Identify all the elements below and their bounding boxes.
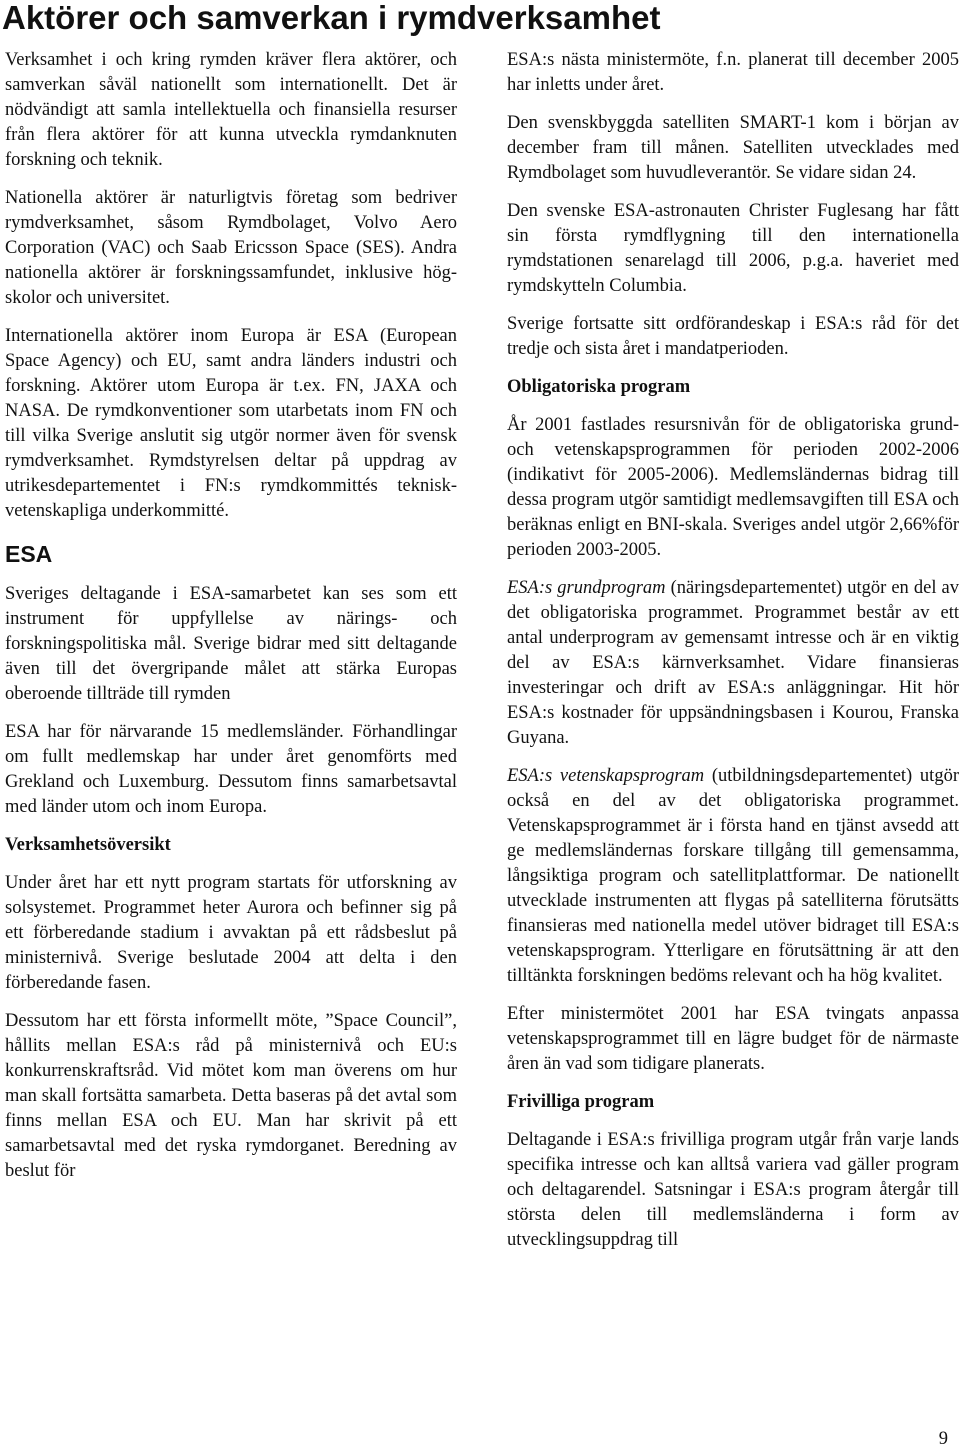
international-actors-paragraph: Internationella aktörer inom Europa är ESA (European Space Agency) och EU, samt andra länders industri och forskning. Aktörer utom Europa är t.ex. FN, JAXA och NASA. De rymdkonventioner som utarbetats inom FN och till vilka Sverige anslutit sig utgör normer även för svensk rymdverksamhet. Rymdstyrelsen deltar på uppdrag av utrikesdepartementet i FN:s rymdkommittés teknisk-vetenskapliga underkommitté. bbox=[5, 326, 457, 521]
esa-members-paragraph: ESA har för närvarande 15 medlemsländer. Förhandlingar om fullt medlemskap har under året genomförts med Grekland och Luxemburg. Dessutom finns samarbetsavtal med länder utom och inom Europa. bbox=[5, 722, 457, 817]
resource-level-paragraph: År 2001 fastlades resursnivån för de obligatoriska grund- och vetenskapsprogrammen för perioden 2002-2006 (indikativt för 2005-2006). Medlemsländernas bidrag till dessa program utgör samtidigt medlemsavgiften till ESA och beräknas enligt en BNI-skala. Sveriges andel utgör 2,66%för perioden 2003-2005. bbox=[507, 415, 959, 560]
basic-program-term: ESA:s grundprogram bbox=[507, 578, 666, 598]
science-program-term: ESA:s vetenskapsprogram bbox=[507, 766, 705, 786]
right-column bbox=[507, 48, 959, 1266]
page-number: 9 bbox=[938, 1429, 948, 1449]
voluntary-programs-paragraph: Deltagande i ESA:s frivilliga program utgår från varje lands specifika intresse och kan alltså variera vad gäller program och deltagarendel. Satsningar i ESA:s program återgår till största delen till medlemsländerna i form av utvecklingsuppdrag till bbox=[507, 1130, 959, 1250]
aurora-paragraph: Under året har ett nytt program startats för utforskning av solsystemet. Programmet heter Aurora och befinner sig på ett förberedande stadium i avvaktan på ett rådsbeslut på ministernivå. Sverige beslutade 2004 att delta i den förberedande fasen. bbox=[5, 873, 457, 993]
overview-heading: Verksamhetsöversikt bbox=[5, 835, 171, 855]
astronaut-paragraph: Den svenske ESA-astronauten Christer Fuglesang har fått sin första rymdflygning till den internationella rymdstationen senarelagd till 2006, p.g.a. haveriet med rymdskytteln Columbia. bbox=[507, 201, 959, 296]
left-column bbox=[5, 48, 457, 1197]
ministerial-meeting-paragraph: ESA:s nästa ministermöte, f.n. planerat till december 2005 har inletts under året. bbox=[507, 50, 959, 95]
smart1-paragraph: Den svenskbyggda satelliten SMART-1 kom i början av december fram till månen. Satelliten utvecklades med Rymdbolaget som huvudleverantör. Se vidare sidan 24. bbox=[507, 113, 959, 183]
esa-participation-paragraph: Sveriges deltagande i ESA-samarbetet kan ses som ett instrument för uppfyllelse av närings- och forskningspolitiska mål. Sverige bidrar med sitt deltagande även till det övergripande målet att stärka Europas oberoende tillträde till rymden bbox=[5, 584, 457, 704]
basic-program-paragraph bbox=[507, 576, 959, 751]
voluntary-programs-heading: Frivilliga program bbox=[507, 1092, 655, 1112]
page-title: Aktörer och samverkan i rymdverksamhet bbox=[2, 0, 661, 36]
intro-paragraph: Verksamhet i och kring rymden kräver flera aktörer, och samverkan såväl nationellt som internationellt. Det är nödvändigt att samla intellektuella och finansiella resurser från flera aktörer för att kunna utveckla rymdanknuten forskning och teknik. bbox=[5, 50, 457, 170]
national-actors-paragraph: Nationella aktörer är naturligtvis företag som bedriver rymdverksamhet, såsom Rymdbolaget, Volvo Aero Corporation (VAC) och Saab Ericsson Space (SES). Andra nationella aktörer är forskningssamfundet, inklusive hög-skolor och universitet. bbox=[5, 188, 457, 308]
basic-program-text: (näringsdepartementet) utgör en del av det obligatoriska programmet. Programmet består av ett antal underprogram av gemensamt intresse och är en viktig del av ESA:s kärnverksamhet. Vidare finansieras investeringar och drift av ESA:s anläggningar. Hit hör ESA:s kostnader för uppsändningsbasen i Kourou, Franska Guyana. bbox=[507, 578, 959, 748]
budget-paragraph: Efter ministermötet 2001 har ESA tvingats anpassa vetenskapsprogrammet till en lägre budget för de närmaste åren än vad som tidigare planerats. bbox=[507, 1004, 959, 1074]
science-program-paragraph bbox=[507, 764, 959, 989]
chairmanship-paragraph: Sverige fortsatte sitt ordförandeskap i ESA:s råd för det tredje och sista året i mandatperioden. bbox=[507, 314, 959, 359]
space-council-paragraph: Dessutom har ett första informellt möte, ”Space Council”, hållits mellan ESA:s råd på ministernivå och EU:s konkurrenskraftsråd. Vid mötet kom man överens om hur man skall fortsätta samarbeta. Detta baseras på det avtal som finns mellan ESA och EU. Man har skrivit på ett samarbetsavtal med det ryska rymdorganet. Beredning av beslut för bbox=[5, 1011, 457, 1181]
science-program-text: (utbildningsdepartementet) utgör också en del av det obligatoriska programmet. Vetenskapsprogrammet är i första hand en tjänst avsedd att ge medlemsländernas forskare tillgång till gemensamma, långsiktiga program och satellitplattformar. De nationellt utvecklade instrumenten att flygas på satelliterna förutsätts finansieras med nationella medel utöver bidraget till ESA:s vetenskapsprogram. Ytterligare en förutsättning är att den tilltänkta forskningen bedöms relevant och ha hög kvalitet. bbox=[507, 766, 959, 986]
mandatory-programs-heading: Obligatoriska program bbox=[507, 377, 691, 397]
esa-heading: ESA bbox=[5, 541, 53, 567]
